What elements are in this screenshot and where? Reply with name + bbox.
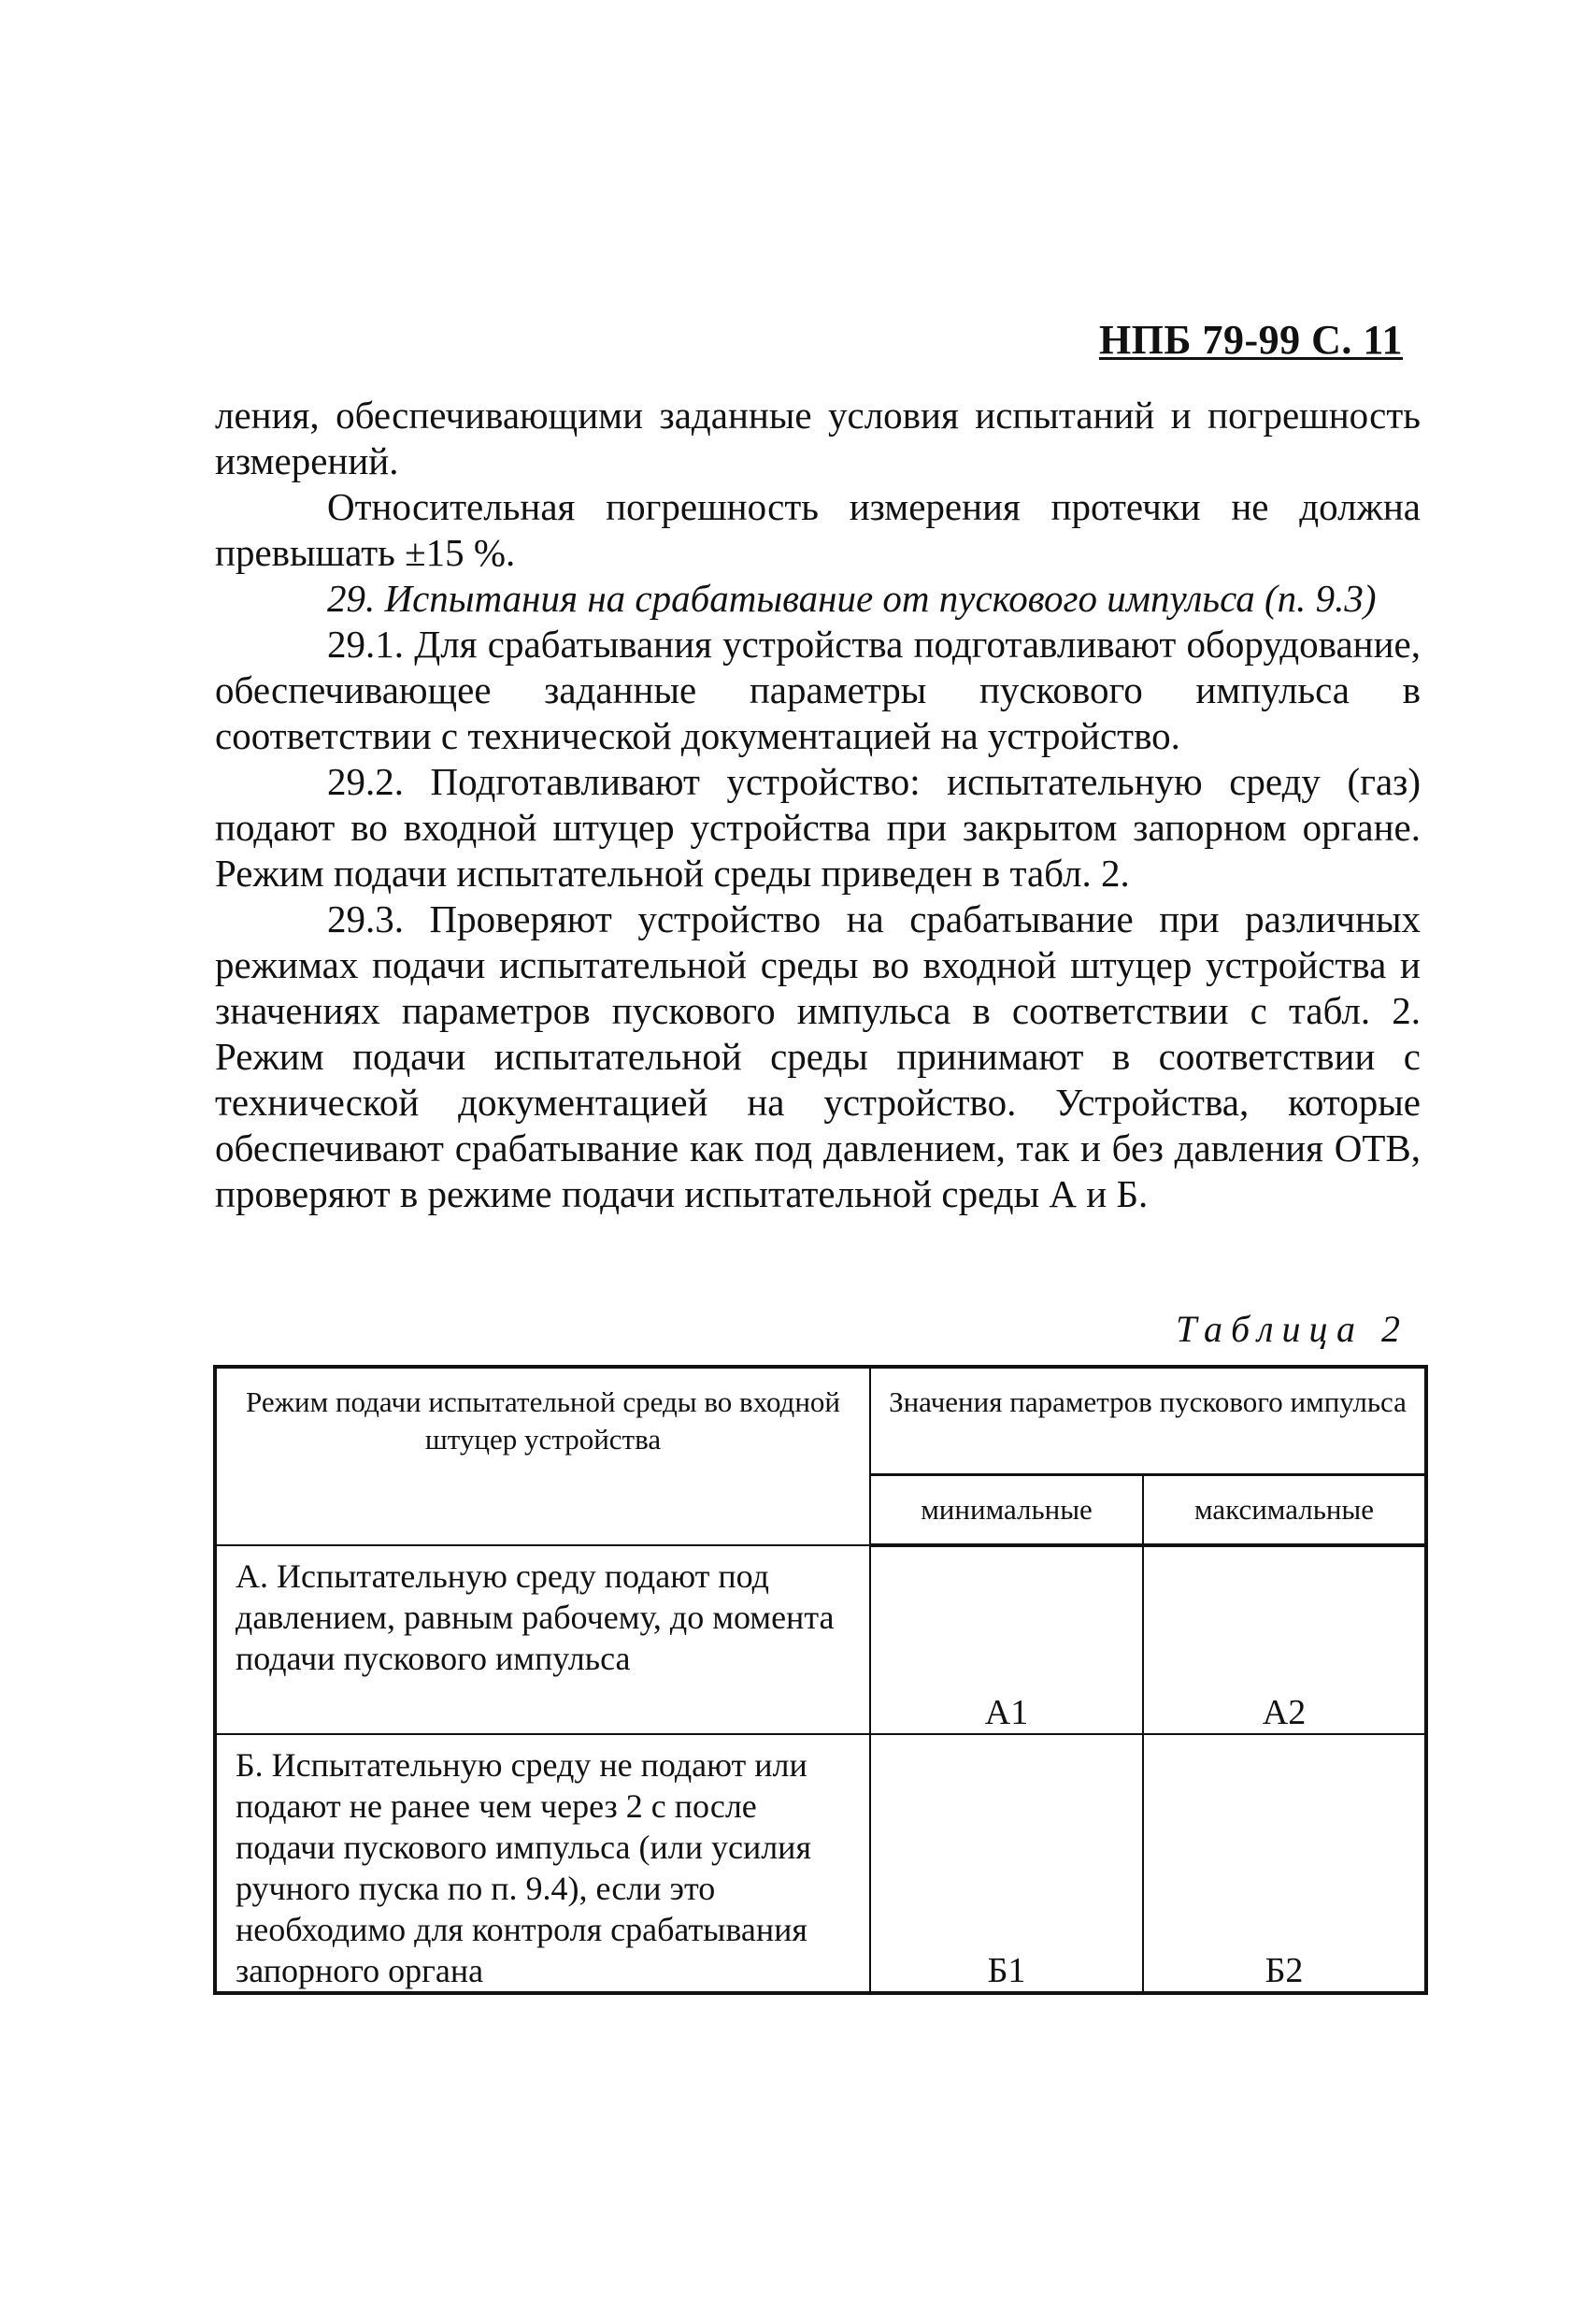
max-value-cell: А2 xyxy=(1143,1545,1426,1734)
table-row xyxy=(215,1734,1426,1993)
body-text xyxy=(215,393,1421,1217)
column-header-params: Значения параметров пускового импульса xyxy=(870,1367,1426,1475)
paragraph: 29.2. Подготавливают устройство: испытательную среду (газ) подают во входной штуцер устройства при закрытом запорном органе. Режим подачи испытательной среды приведен в табл. 2. xyxy=(215,760,1421,895)
running-header: НПБ 79-99 С. 11 xyxy=(1098,317,1403,363)
table-row xyxy=(215,1545,1426,1734)
paragraph: 29.3. Проверяют устройство на срабатывание при различных режимах подачи испытательной среды во входной штуцер устройства и значениях параметров пускового импульса в соответствии с табл. 2. Режим подачи испытательной среды принимают в соответствии с технической документацией на устройство. Устройства, которые обеспечивают срабатывание как под давлением, так и без давления ОТВ, проверяют в режиме подачи испытательной среды А и Б. xyxy=(215,897,1421,1215)
column-header-max: максимальные xyxy=(1143,1475,1426,1546)
paragraph: Относительная погрешность измерения протечки не должна превышать ±15 %. xyxy=(215,485,1421,574)
table-caption: Таблица 2 xyxy=(1176,1308,1408,1350)
parameters-table xyxy=(213,1365,1428,1995)
section-heading: 29. Испытания на срабатывание от пускового импульса (п. 9.3) xyxy=(327,577,1377,620)
paragraph: 29.1. Для срабатывания устройства подготавливают оборудование, обеспечивающее заданные параметры пускового импульса в соответствии с технической документацией на устройство. xyxy=(215,623,1421,757)
column-header-mode: Режим подачи испытательной среды во входной штуцер устройства xyxy=(215,1367,870,1545)
mode-cell: Б. Испытательную среду не подают или подают не ранее чем через 2 с после подачи пускового импульса (или усилия ручного пуска по п. 9.4), если это необходимо для контроля срабатывания запорного органа xyxy=(215,1734,870,1993)
column-header-min: минимальные xyxy=(870,1475,1143,1546)
table-header-row xyxy=(215,1367,1426,1475)
max-value-cell: Б2 xyxy=(1143,1734,1426,1993)
paragraph: ления, обеспечивающими заданные условия испытаний и погрешность измерений. xyxy=(215,394,1421,482)
min-value-cell: Б1 xyxy=(870,1734,1143,1993)
mode-cell: А. Испытательную среду подают под давлением, равным рабочему, до момента подачи пускового импульса xyxy=(215,1545,870,1734)
min-value-cell: А1 xyxy=(870,1545,1143,1734)
